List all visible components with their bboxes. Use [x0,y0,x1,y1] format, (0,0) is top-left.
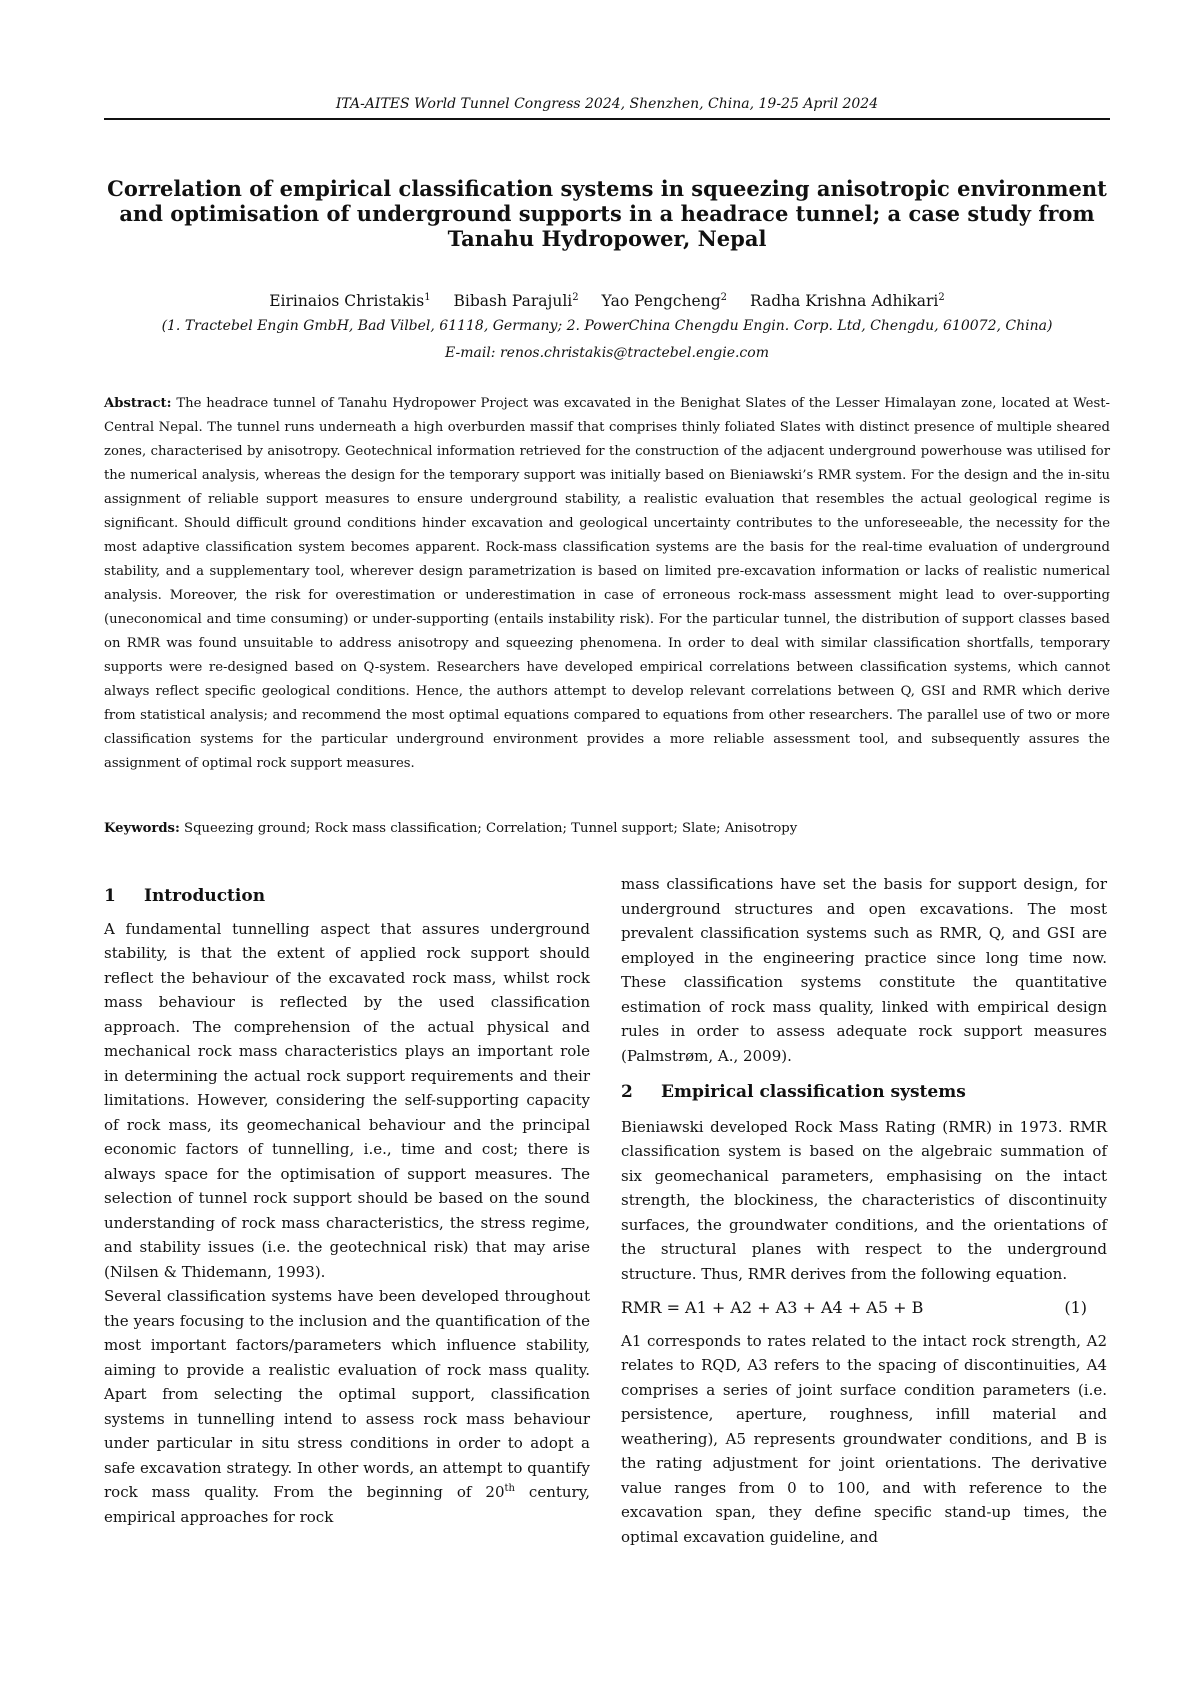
email-line: E-mail: renos.christakis@tractebel.engie.com [445,345,769,361]
abstract-text: The headrace tunnel of Tanahu Hydropower Project was excavated in the Benighat Slates of the Lesser Himalayan zone, located at West-Central Nepal. The tunnel runs underneath a high overburden massif that comprises thinly foliated Slates with distinct presence of multiple sheared zones, characterised by anisotropy. Geotechnical information retrieved for the construction of the adjacent underground powerhouse was utilised for the numerical analysis, whereas the design for the temporary support was initially based on Bieniawski’s RMR system. For the design and the in-situ assignment of reliable support measures to ensure underground stability, a realistic evaluation that resembles the actual geological regime is significant. Should difficult ground conditions hinder excavation and geological uncertainty contributes to the unforeseeable, the necessity for the most adaptive classification system becomes apparent. Rock-mass classification systems are the basis for the real-time evaluation of underground stability, and a supplementary tool, wherever design parametrization is based on limited pre-excavation information or lacks of realistic numerical analysis. Moreover, the risk for overestimation or underestimation in case of erroneous rock-mass assessment might lead to over-supporting (uneconomical and time consuming) or under-supporting (entails instability risk). For the particular tunnel, the distribution of support classes based on RMR was found unsuitable to address anisotropy and squeezing phenomena. In order to deal with similar classification shortfalls, temporary supports were re-designed based on Q-system. Researchers have developed empirical correlations between classification systems, which cannot always reflect specific geological conditions. Hence, the authors attempt to develop relevant correlations between Q, GSI and RMR which derive from statistical analysis; and recommend the most optimal equations compared to equations from other researchers. The parallel use of two or more classification systems for the particular underground environment provides a more reliable assessment tool, and subsequently assures the assignment of optimal rock support measures. [104,396,1110,771]
running-header: ITA-AITES World Tunnel Congress 2024, Shenzhen, China, 19-25 April 2024 [335,96,879,112]
section-heading: 2 Empirical classification systems [621,1082,966,1102]
equation-body: RMR = A1 + A2 + A3 + A4 + A5 + B [621,1298,924,1317]
paper-title: Correlation of empirical classification systems in squeezing anisotropic environment and optimisation of underground supports in a headrace tunnel; a case study from Tanahu Hydropower, Nepal [107,176,1107,251]
keywords-label: Keywords: [104,821,180,836]
paragraph: Several classification systems have been developed throughout the years focusing to the inclusion and the quantification of the most important factors/parameters which influence stability, aiming to provide a realistic evaluation of rock mass quality. Apart from selecting the optimal support, classification systems in tunnelling intend to assess rock mass behaviour under particular in situ stress conditions in order to adopt a safe excavation strategy. In other words, an attempt to quantify rock mass quality. From the beginning of 20th century, empirical approaches for rock [104,1287,590,1526]
author: Yao Pengcheng$^2$ [601,291,728,310]
author: Radha Krishna Adhikari$^2$ [749,291,945,310]
left-column [104,884,590,1529]
paragraph: mass classifications have set the basis for support design, for underground structures and open excavations. The most prevalent classification systems such as RMR, Q, and GSI are employed in the engineering practice since long time now. These classification systems constitute the quantitative estimation of rock mass quality, linked with empirical design rules in order to assess adequate rock support measures (Palmstrøm, A., 2009). [621,875,1107,1065]
section-heading: 1 Introduction [104,886,266,906]
author: Eirinaios Christakis$^1$ [269,291,431,310]
header-rule [104,118,1110,120]
equation-number: (1) [1064,1298,1087,1317]
author-list [104,292,1110,310]
author: Bibash Parajuli$^2$ [453,291,579,310]
right-column [621,872,1107,1549]
equation [621,1296,1107,1321]
paragraph: A fundamental tunnelling aspect that assures underground stability, is that the extent of applied rock support should reflect the behaviour of the excavated rock mass, whilst rock mass behaviour is reflected by the used classification approach. The comprehension of the actual physical and mechanical rock mass characteristics plays an important role in determining the actual rock support requirements and their limitations. However, considering the self-supporting capacity of rock mass, its geomechanical behaviour and the principal economic factors of tunnelling, i.e., time and cost; there is always space for the optimisation of support measures. The selection of tunnel rock support should be based on the sound understanding of rock mass characteristics, the stress regime, and stability issues (i.e. the geotechnical risk) that may arise (Nilsen & Thidemann, 1993). [104,919,590,1281]
affiliations: (1. Tractebel Engin GmbH, Bad Vilbel, 61118, Germany; 2. PowerChina Chengdu Engin. Corp. Ltd, Chengdu, 610072, China) [161,318,1053,334]
paragraph: A1 corresponds to rates related to the intact rock strength, A2 relates to RQD, A3 refers to the spacing of discontinuities, A4 comprises a series of joint surface condition parameters (i.e. persistence, aperture, roughness, infill material and weathering), A5 represents groundwater conditions, and B is the rating adjustment for joint orientations. The derivative value ranges from 0 to 100, and with reference to the excavation span, they define specific stand-up times, the optimal excavation guideline, and [621,1331,1107,1546]
abstract-label: Abstract: [104,396,172,411]
keywords [104,817,1110,841]
abstract [104,392,1110,776]
keywords-text: Squeezing ground; Rock mass classification; Correlation; Tunnel support; Slate; Anisotropy [184,821,798,836]
paragraph: Bieniawski developed Rock Mass Rating (RMR) in 1973. RMR classification system is based on the algebraic summation of six geomechanical parameters, emphasising on the intact strength, the blockiness, the characteristics of discontinuity surfaces, the groundwater conditions, and the orientations of the structural planes with respect to the underground structure. Thus, RMR derives from the following equation. [621,1117,1107,1283]
